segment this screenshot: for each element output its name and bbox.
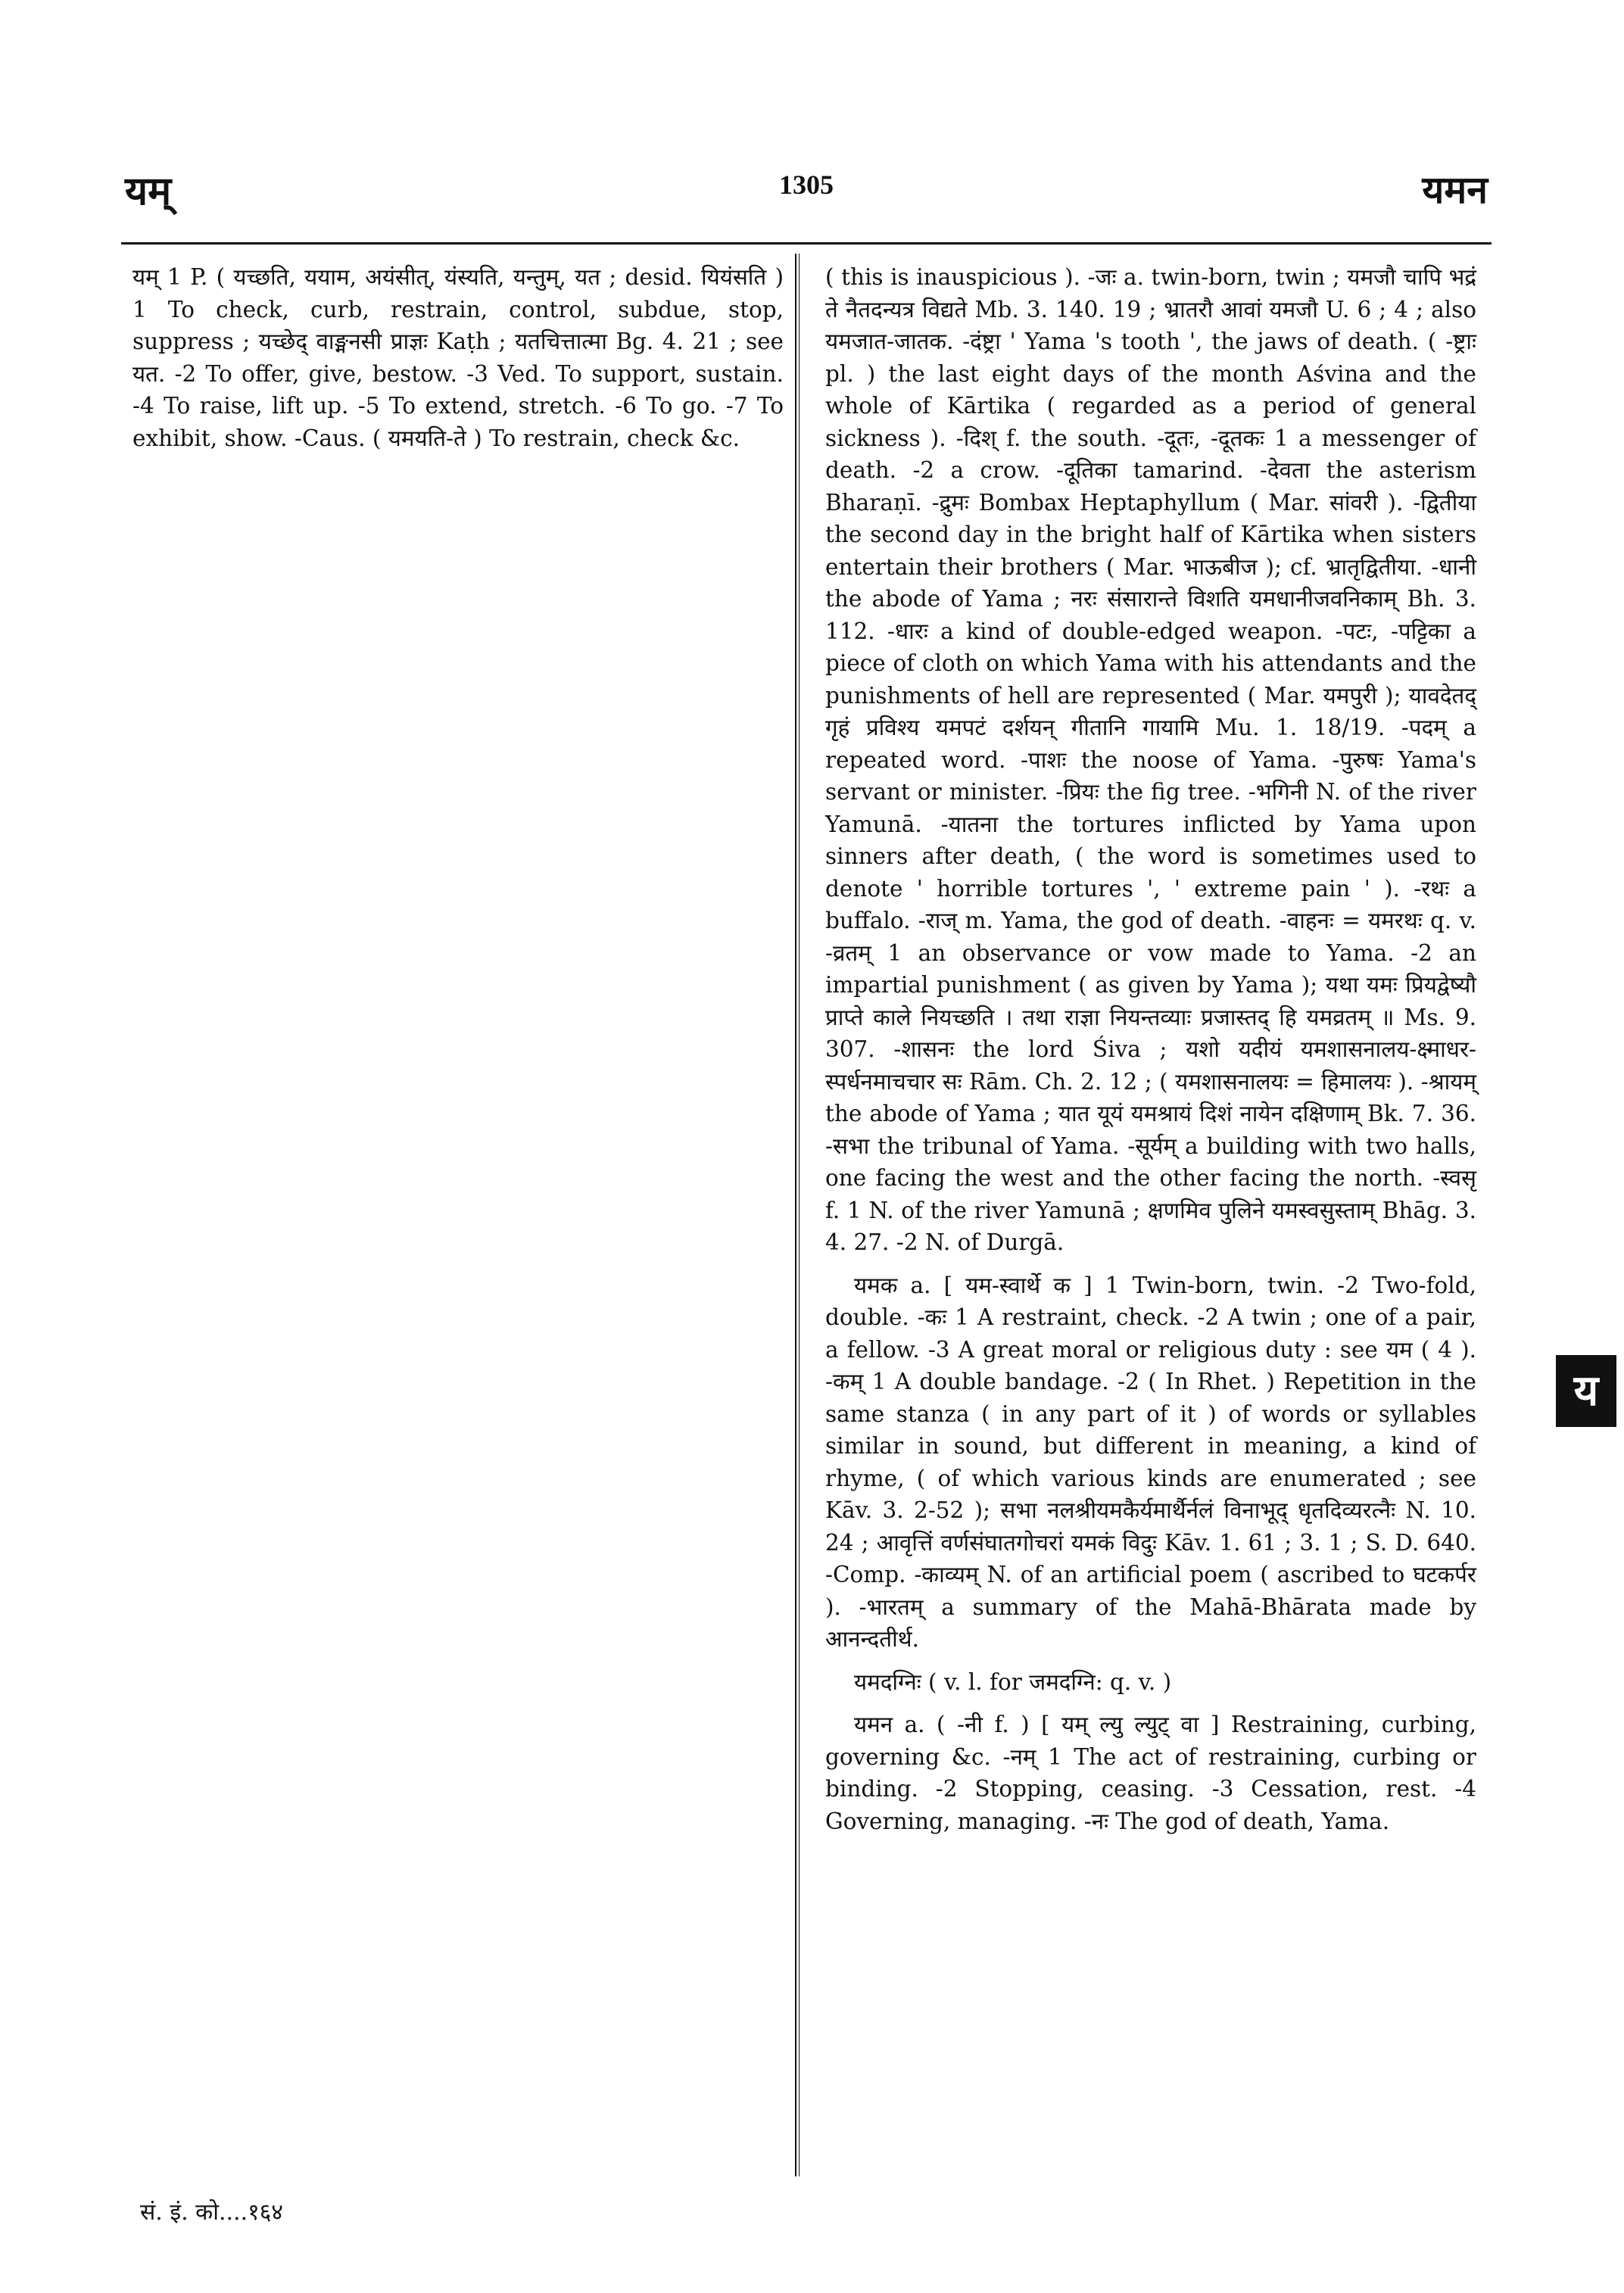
- entry-yama-continued: ( this is inauspicious ). -जः a. twin-born, twin ; यमजौ चापि भद्रं ते नैतदन्यत्र विद्यते Mb. 3. 140. 19 ; भ्रातरौ आवां यमजौ U. 6 ; 4 ; also यमजात-जातक. -दंष्ट्रा ' Yama 's tooth ', the jaws of death. ( -ष्ट्राः pl. ) the last eight days of the month Aśvina and the whole of Kārtika ( regarded as a period of general sickness ). -दिश् f. the south. -दूतः, -दूतकः 1 a messenger of death. -2 a crow. -दूतिका tamarind. -देवता the asterism Bharaṇī. -द्रुमः Bombax Heptaphyllum ( Mar. सांवरी ). -द्वितीया the second day in the bright half of Kārtika when sisters entertain their brothers ( Mar. भाऊबीज ); cf. भ्रातृद्वितीया. -धानी the abode of Yama ; नरः संसारान्ते विशति यमधानीजवनिकाम् Bh. 3. 112. -धारः a kind of double-edged weapon. -पटः, -पट्टिका a piece of cloth on which Yama with his attendants and the punishments of hell are represented ( Mar. यमपुरी ); यावदेतद् गृहं प्रविश्य यमपटं दर्शयन् गीतानि गायामि Mu. 1. 18/19. -पदम् a repeated word. -पाशः the noose of Yama. -पुरुषः Yama's servant or minister. -प्रियः the fig tree. -भगिनी N. of the river Yamunā. -यातना the tortures inflicted by Yama upon sinners after death, ( the word is sometimes used to denote ' horrible tortures ', ' extreme pain ' ). -रथः a buffalo. -राज् m. Yama, the god of death. -वाहनः = यमरथः q. v. -व्रतम् 1 an observance or vow made to Yama. -2 an impartial punishment ( as given by Yama ); यथा यमः प्रियद्वेष्यौ प्राप्ते काले नियच्छति । तथा राज्ञा नियन्तव्याः प्रजास्तद् हि यमव्रतम् ॥ Ms. 9. 307. -शासनः the lord Śiva ; यशो यदीयं यमशासनालय-क्ष्माधर-स्पर्धनमाचचार सः Rām. Ch. 2. 12 ; ( यमशासनालयः = हिमालयः ). -श्रायम् the abode of Yama ; यात यूयं यमश्रायं दिशं नायेन दक्षिणाम् Bk. 7. 36. -सभा the tribunal of Yama. -सूर्यम् a building with two halls, one facing the west and the other facing the north. -स्वसृ f. 1 N. of the river Yamunā ; क्षणमिव पुलिने यमस्वसुस्ताम् Bhāg. 3. 4. 27. -2 N. of Durgā.: [825, 264, 1476, 1255]
- left-column: [132, 261, 784, 465]
- entry-yam-verb: यम् 1 P. ( यच्छति, ययाम, अयंसीत्, यंस्यति, यन्तुम्, यत ; desid. यियंसति ) 1 To check, curb, restrain, control, subdue, stop, suppress ; यच्छेद् वाङ्मनसी प्राज्ञः Kaṭh ; यतचित्तात्मा Bg. 4. 21 ; see यत. -2 To offer, give, bestow. -3 Ved. To support, sustain. -4 To raise, lift up. -5 To extend, stretch. -6 To go. -7 To exhibit, show. -Caus. ( यमयति-ते ) To restrain, check &c.: [132, 264, 784, 451]
- column-divider-inner: [799, 254, 800, 2176]
- thumb-index-tab: य: [1556, 1355, 1616, 1427]
- signature-line: सं. इं. को....१६४: [140, 2199, 283, 2226]
- page-header: [125, 163, 1488, 223]
- entry-yamana: यमन a. ( -नी f. ) [ यम् ल्यु ल्युट् वा ] Restraining, curbing, governing &c. -नम् 1 The act of restraining, curbing or binding. -2 Stopping, ceasing. -3 Cessation, rest. -4 Governing, managing. -नः The god of death, Yama.: [825, 1712, 1476, 1834]
- entry-yamaka: यमक a. [ यम-स्वार्थे क ] 1 Twin-born, twin. -2 Two-fold, double. -कः 1 A restraint, check. -2 A twin ; one of a pair, a fellow. -3 A great moral or religious duty : see यम ( 4 ). -कम् 1 A double bandage. -2 ( In Rhet. ) Repetition in the same stanza ( in any part of it ) of words or syllables similar in sound, but different in meaning, a kind of rhyme, ( of which various kinds are enumerated ; see Kāv. 3. 2-52 ); सभा नलश्रीयमकैर्यमार्थैर्नलं विनाभूद् धृतदिव्यरत्नैः N. 10. 24 ; आवृत्तिं वर्णसंघातगोचरां यमकं विदुः Kāv. 1. 61 ; 3. 1 ; S. D. 640. -Comp. -काव्यम् N. of an artificial poem ( ascribed to घटकर्पर ). -भारतम् a summary of the Mahā-Bhārata made by आनन्दतीर्थ.: [825, 1272, 1476, 1652]
- column-divider: [795, 254, 796, 2176]
- guide-word-left: यम्: [125, 168, 172, 214]
- guide-word-right: यमन: [1422, 167, 1488, 212]
- header-rule: [121, 242, 1492, 245]
- page-number: 1305: [779, 170, 834, 200]
- entry-yamadagni: यमदग्निः ( v. l. for जमदग्नि: q. v. ): [854, 1668, 1172, 1695]
- right-column: [825, 261, 1476, 1848]
